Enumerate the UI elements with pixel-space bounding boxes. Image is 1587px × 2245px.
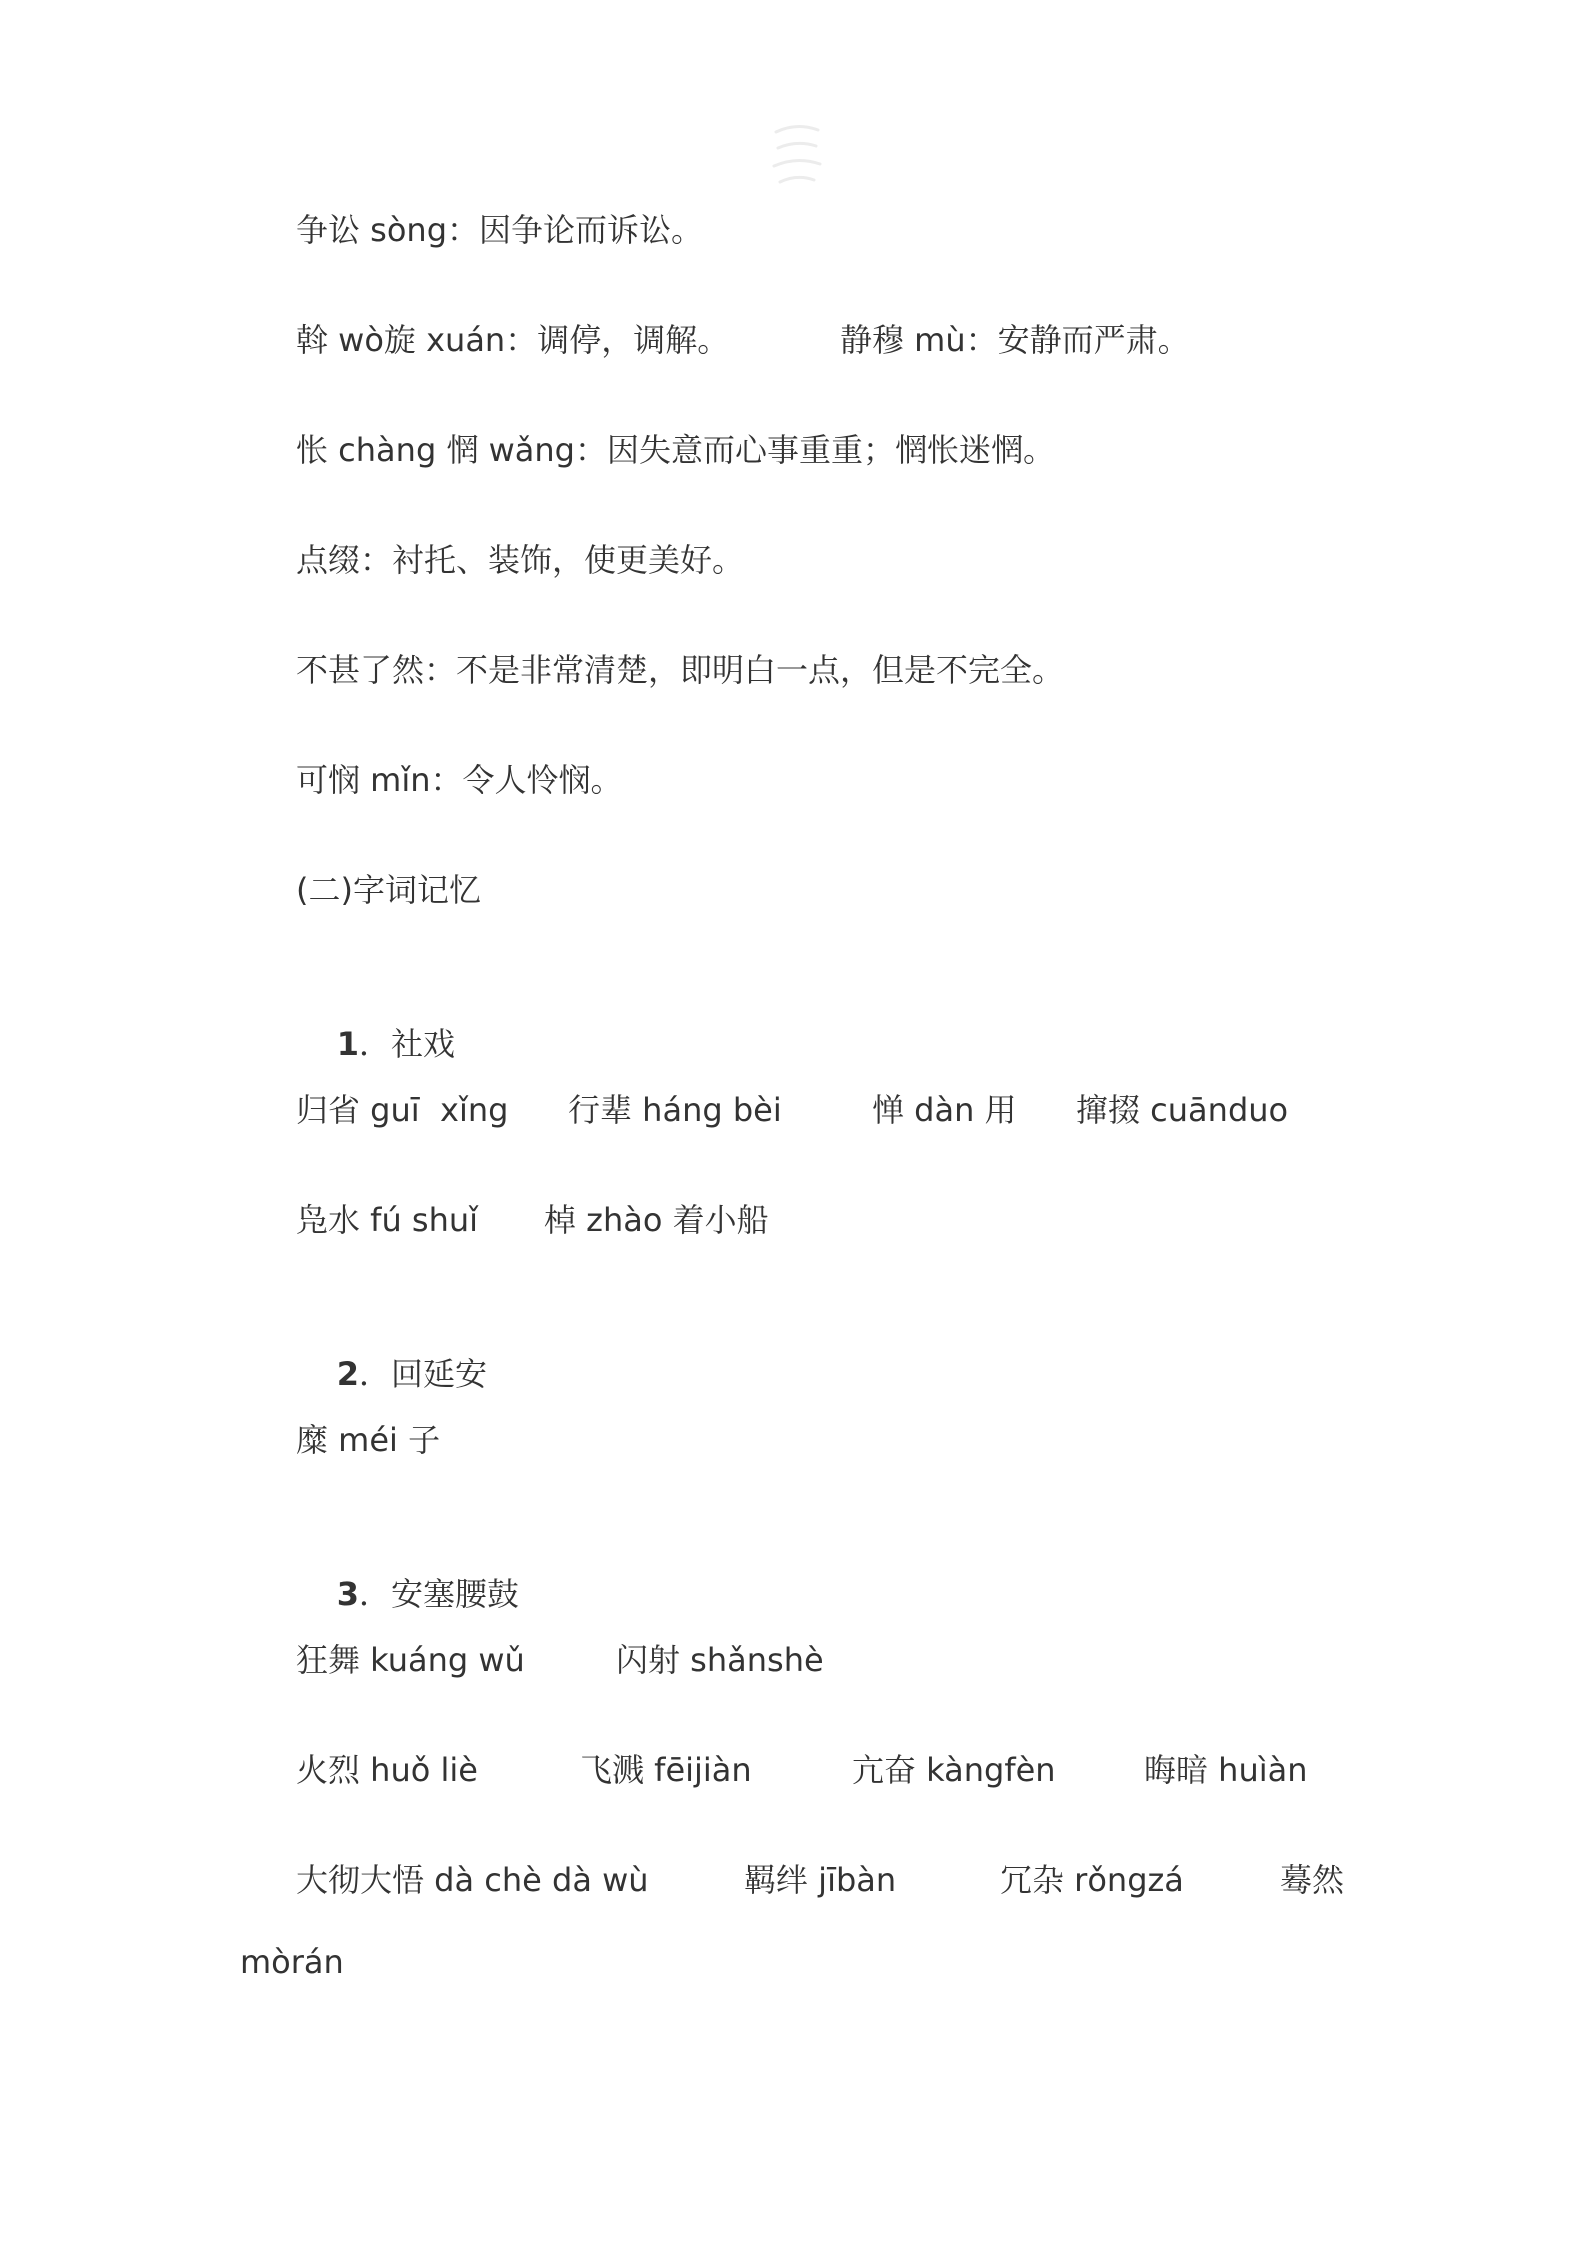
subsection-title-ansai [296,1528,519,1616]
word-moran: 蓦然 [1280,1861,1345,1899]
subsection-title-shexi [296,978,455,1066]
word-rongza: 冗杂 rǒngzá [1000,1861,1184,1899]
subsection-number: 3 [336,1575,359,1613]
word-fushui: 凫水 fú shuǐ [296,1201,479,1239]
word-dachedawu: 大彻大悟 dà chè dà wù [296,1861,649,1899]
word-huolie: 火烈 huǒ liè [296,1751,478,1789]
word-kuangwu: 狂舞 kuáng wǔ [296,1641,525,1679]
definition-dianzhui: 点缀：衬托、装饰，使更美好。 [296,541,745,579]
subsection-title-huiyanan [296,1308,487,1396]
definition-kemin: 可悯 mǐn：令人怜悯。 [296,761,623,799]
word-hangbei: 行辈 háng bèi [568,1091,782,1129]
subsection-number: 1 [336,1025,359,1063]
definition-changwang: 怅 chàng 惘 wǎng：因失意而心事重重；惘怅迷惘。 [296,431,1055,469]
word-jiban: 羁绊 jībàn [744,1861,897,1899]
definition-woxuan: 斡 wò旋 xuán：调停，调解。 [296,321,730,359]
word-meizi: 糜 méi 子 [296,1421,441,1459]
subsection-label: ．安塞腰鼓 [358,1575,519,1613]
subsection-number: 2 [336,1355,359,1393]
definition-zhengsong: 争讼 sòng：因争论而诉讼。 [296,211,704,249]
subsection-label: ．社戏 [358,1025,455,1063]
word-danyong: 惮 dàn 用 [872,1091,1017,1129]
word-shanshe: 闪射 shǎnshè [616,1641,824,1679]
word-row-yanan-1 [296,1418,441,1506]
section-heading-words: (二)字词记忆 [296,871,481,909]
word-zhaozhe: 棹 zhào 着小船 [544,1201,769,1239]
definition-bushenliaoran: 不甚了然：不是非常清楚，即明白一点，但是不完全。 [296,651,1065,689]
watermark-icon [770,118,824,192]
word-cuanduo: 撺掇 cuānduo [1076,1091,1289,1129]
subsection-label: ．回延安 [358,1355,487,1393]
word-kangfen: 亢奋 kàngfèn [852,1751,1056,1789]
word-huian: 晦暗 huìàn [1144,1751,1308,1789]
definition-jingmu: 静穆 mù：安静而严肃。 [840,321,1190,359]
word-moran-pinyin: mòrán [240,1943,344,1981]
word-row-ansai-3-continuation [240,1940,344,2028]
word-guixing: 归省 guī xǐng [296,1091,509,1129]
word-feijian: 飞溅 fēijiàn [580,1751,752,1789]
